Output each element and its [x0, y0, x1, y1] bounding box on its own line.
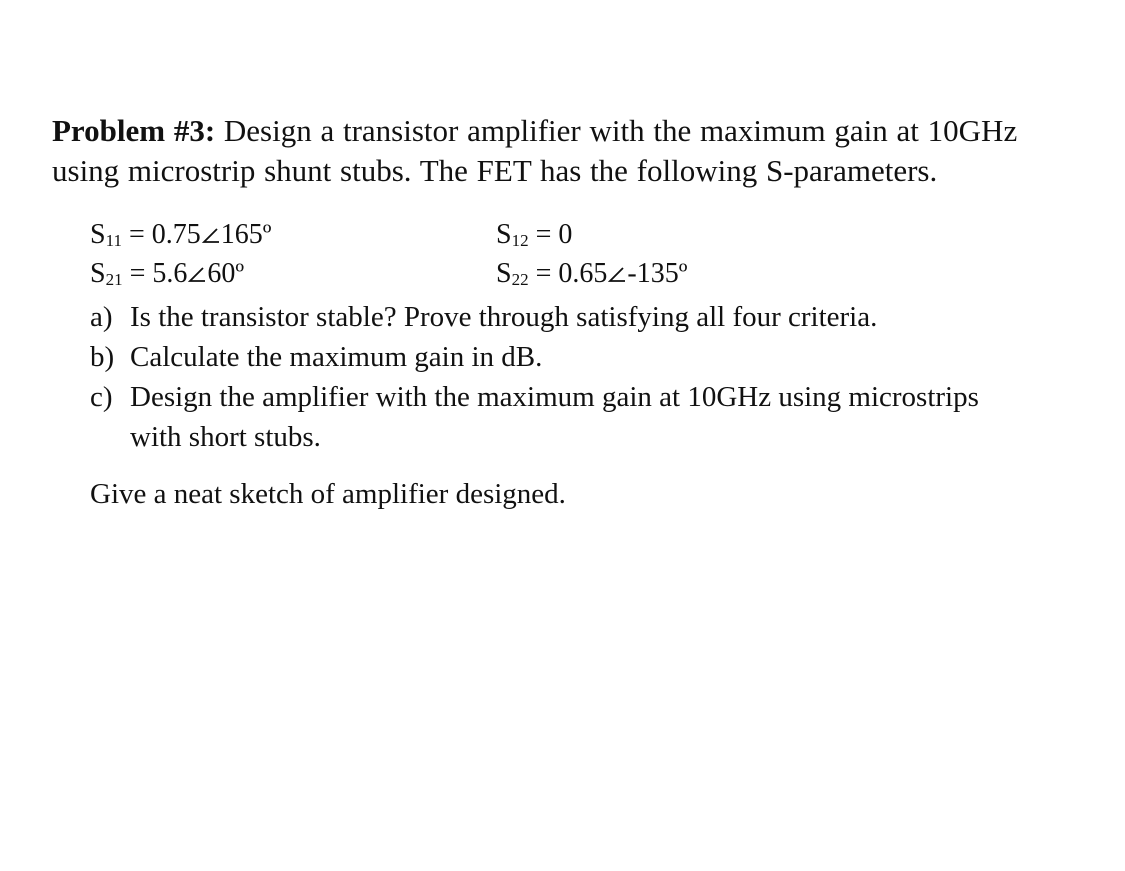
s21-parameter: S21 = 5.6 60º: [90, 258, 245, 289]
question-a: a) Is the transistor stable? Prove through satisfying all four criteria.: [90, 301, 878, 333]
problem-line1: Design a transistor amplifier with the maximum gain at 10GHz: [215, 113, 1018, 148]
angle-icon: [607, 265, 627, 283]
question-b: b) Calculate the maximum gain in dB.: [90, 341, 543, 373]
closing-instruction: Give a neat sketch of amplifier designed.: [90, 478, 566, 510]
problem-title: Problem #3:: [52, 113, 216, 148]
angle-icon: [201, 226, 221, 244]
s11-parameter: S11 = 0.75 165º: [90, 219, 272, 250]
problem-statement: [52, 111, 1092, 191]
question-c: c) Design the amplifier with the maximum gain at 10GHz using microstrips: [90, 381, 979, 413]
s22-parameter: S22 = 0.65 -135º: [496, 258, 688, 289]
problem-line2: using microstrip shunt stubs. The FET has the following S-parameters.: [52, 153, 938, 188]
s12-parameter: S12 = 0: [496, 219, 573, 250]
angle-icon: [187, 265, 207, 283]
question-c-continuation: with short stubs.: [130, 421, 321, 453]
